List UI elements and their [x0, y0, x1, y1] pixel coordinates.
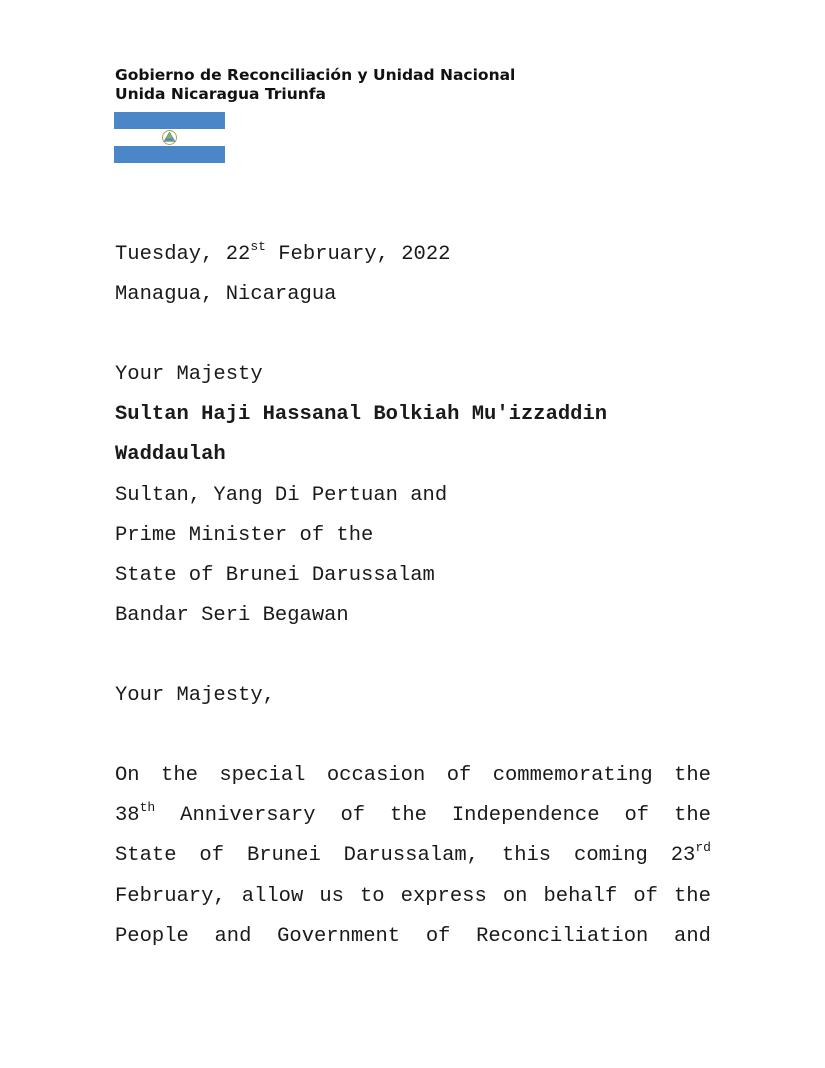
ordinal-suffix: th [139, 800, 156, 816]
word: of [624, 804, 650, 828]
word: Reconciliation [476, 924, 649, 948]
word: the [674, 804, 711, 828]
word: the [673, 884, 711, 908]
word: Government [277, 924, 401, 948]
word: State [115, 844, 177, 868]
letter-place: Managua, Nicaragua [115, 283, 337, 307]
anniversary-number [115, 796, 155, 836]
letter-body [115, 235, 711, 957]
word: the [674, 764, 711, 788]
word: occasion [326, 764, 426, 788]
word: special [219, 764, 306, 788]
word: Brunei [246, 844, 321, 868]
word: of [425, 924, 451, 948]
word: commemorating [492, 764, 653, 788]
paragraph-line-1 [115, 756, 711, 796]
word: this [501, 844, 552, 868]
date-month-year: February, 2022 [265, 243, 451, 266]
word: the [390, 804, 427, 828]
recipient-title-line: Sultan, Yang Di Pertuan and [115, 483, 448, 507]
recipient-name-line-2: Waddaulah [115, 443, 226, 467]
word: Independence [451, 804, 600, 828]
paragraph-line-4 [115, 877, 711, 917]
paragraph-line-2 [115, 796, 711, 836]
word: coming [574, 844, 648, 868]
nicaragua-flag-icon [114, 112, 225, 163]
ordinal-number: 38 [115, 804, 140, 828]
word: Darussalam, [343, 844, 479, 868]
word: to [359, 884, 385, 908]
word: the [161, 764, 198, 788]
date-ordinal: st [250, 239, 266, 254]
recipient-title-line: Prime Minister of the [115, 523, 374, 547]
date-text: Tuesday, 22 [115, 243, 251, 266]
letter-date [115, 235, 711, 275]
recipient-title-line: State of Brunei Darussalam [115, 563, 435, 587]
letterhead [115, 66, 515, 104]
word: us [319, 884, 344, 908]
letterhead-motto: Unida Nicaragua Triunfa [115, 85, 327, 103]
recipient-salutation: Your Majesty [115, 363, 263, 387]
word: of [340, 804, 366, 828]
day-number [671, 836, 711, 876]
letterhead-government-name: Gobierno de Reconciliación y Unidad Nacional [115, 66, 516, 84]
word: On [115, 764, 140, 788]
word: People [115, 924, 189, 948]
ordinal-suffix: rd [695, 840, 711, 856]
recipient-city-line: Bandar Seri Begawan [115, 603, 349, 627]
word: of [199, 844, 225, 868]
paragraph-line-5 [115, 917, 711, 957]
word: allow [241, 884, 304, 908]
recipient-name-line-1: Sultan Haji Hassanal Bolkiah Mu'izzaddin [115, 403, 608, 427]
word: express [400, 884, 487, 908]
word: February, [115, 884, 226, 908]
word: of [633, 884, 658, 908]
word: and [214, 924, 252, 948]
letter-greeting: Your Majesty, [115, 684, 275, 708]
word: Anniversary [180, 804, 316, 828]
word: behalf [543, 884, 618, 908]
word: and [674, 924, 711, 948]
ordinal-number: 23 [670, 844, 696, 868]
word: of [446, 764, 472, 788]
paragraph-line-3 [115, 836, 711, 876]
word: on [502, 884, 528, 908]
